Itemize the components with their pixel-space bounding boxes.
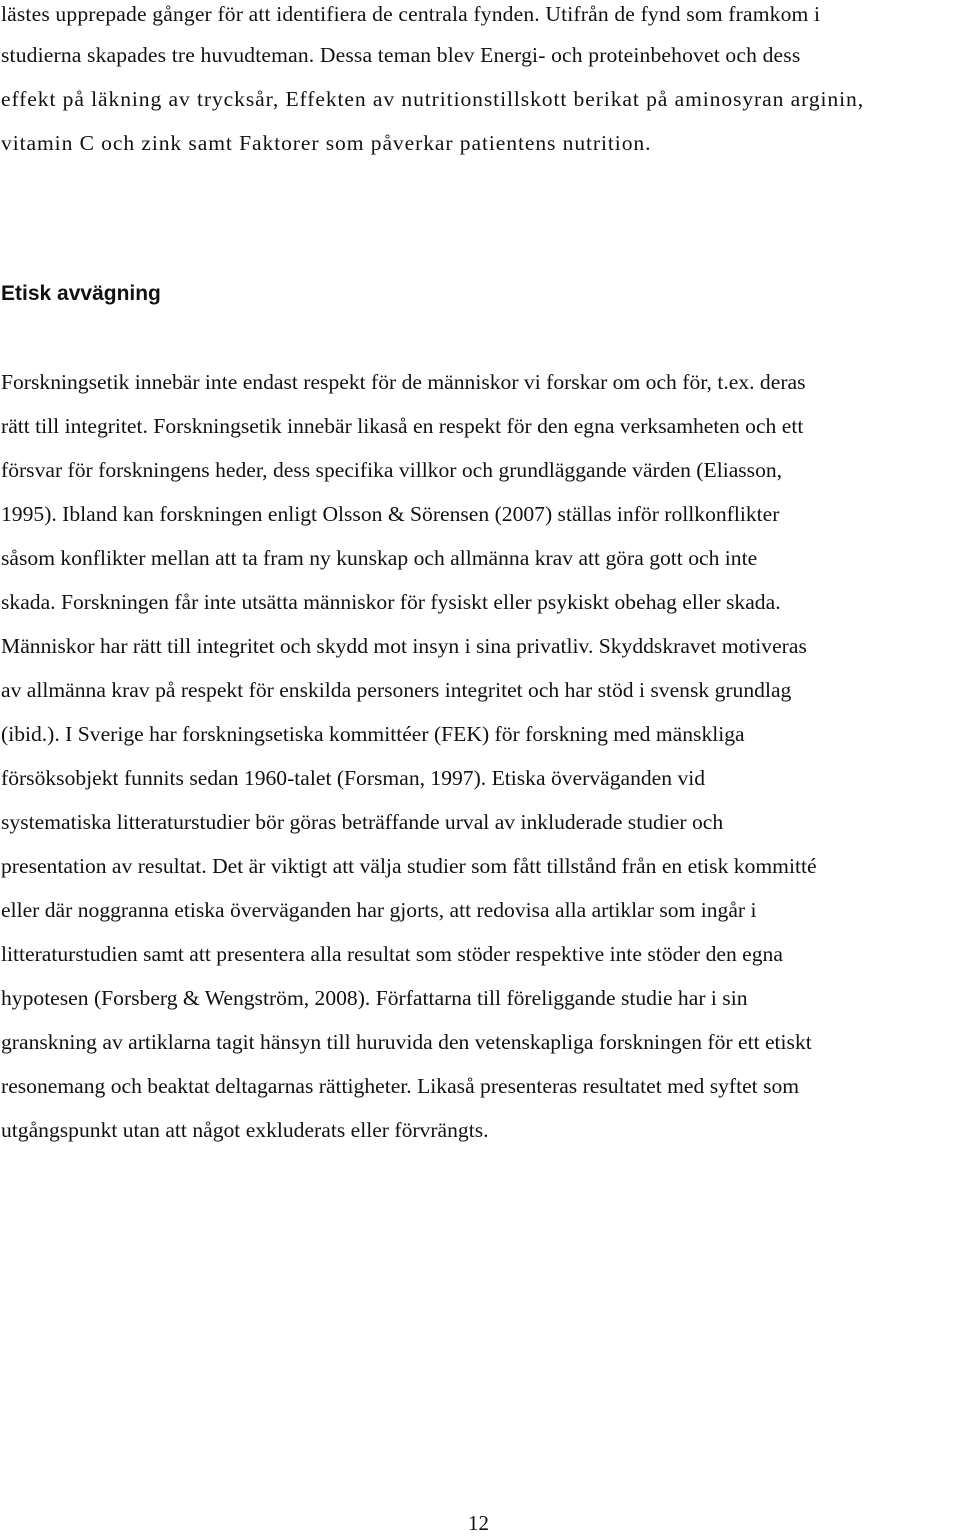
text-line: rätt till integritet. Forskningsetik innebär likaså en respekt för den egna verksamheten och ett xyxy=(1,414,804,438)
text-line: vitamin C och zink samt Faktorer som påverkar patientens nutrition. xyxy=(1,131,652,155)
text-line: (ibid.). I Sverige har forskningsetiska kommittéer (FEK) för forskning med mänskliga xyxy=(1,722,745,746)
text-line: försvar för forskningens heder, dess specifika villkor och grundläggande värden (Eliasson, xyxy=(1,458,783,482)
section-heading: Etisk avvägning xyxy=(1,282,161,305)
text-line: systematiska litteraturstudier bör göras beträffande urval av inkluderade studier och xyxy=(1,810,724,834)
text-line: studierna skapades tre huvudteman. Dessa teman blev Energi- och proteinbehovet och dess xyxy=(1,43,801,67)
text-line: resonemang och beaktat deltagarnas rättigheter. Likaså presenteras resultatet med syftet som xyxy=(1,1074,800,1098)
page-number: 12 xyxy=(468,1511,489,1535)
text-line: skada. Forskningen får inte utsätta människor för fysiskt eller psykiskt obehag eller skada. xyxy=(1,590,781,614)
text-line: försöksobjekt funnits sedan 1960-talet (Forsman, 1997). Etiska överväganden vid xyxy=(1,766,706,790)
text-line: eller där noggranna etiska överväganden har gjorts, att redovisa alla artiklar som ingår i xyxy=(1,898,757,922)
text-line: Forskningsetik innebär inte endast respekt för de människor vi forskar om och för, t.ex. deras xyxy=(1,370,806,394)
text-line: utgångspunkt utan att något exkluderats eller förvrängts. xyxy=(1,1118,489,1142)
text-line: 1995). Ibland kan forskningen enligt Olsson & Sörensen (2007) ställas inför rollkonflikter xyxy=(1,502,780,526)
text-line: lästes upprepade gånger för att identifiera de centrala fynden. Utifrån de fynd som framkom i xyxy=(1,2,821,26)
text-line: Människor har rätt till integritet och skydd mot insyn i sina privatliv. Skyddskravet motiveras xyxy=(1,634,807,658)
text-line: litteraturstudien samt att presentera alla resultat som stöder respektive inte stöder den egna xyxy=(1,942,783,966)
text-line: presentation av resultat. Det är viktigt att välja studier som fått tillstånd från en etisk kommitté xyxy=(1,854,817,878)
text-line: granskning av artiklarna tagit hänsyn till huruvida den vetenskapliga forskningen för ett etiskt xyxy=(1,1030,812,1054)
text-line: såsom konflikter mellan att ta fram ny kunskap och allmänna krav att göra gott och inte xyxy=(1,546,758,570)
text-line: av allmänna krav på respekt för enskilda personers integritet och har stöd i svensk grundlag xyxy=(1,678,792,702)
text-line: effekt på läkning av trycksår, Effekten av nutritionstillskott berikat på aminosyran arginin, xyxy=(1,87,865,111)
text-line: hypotesen (Forsberg & Wengström, 2008). Författarna till föreliggande studie har i sin xyxy=(1,986,748,1010)
